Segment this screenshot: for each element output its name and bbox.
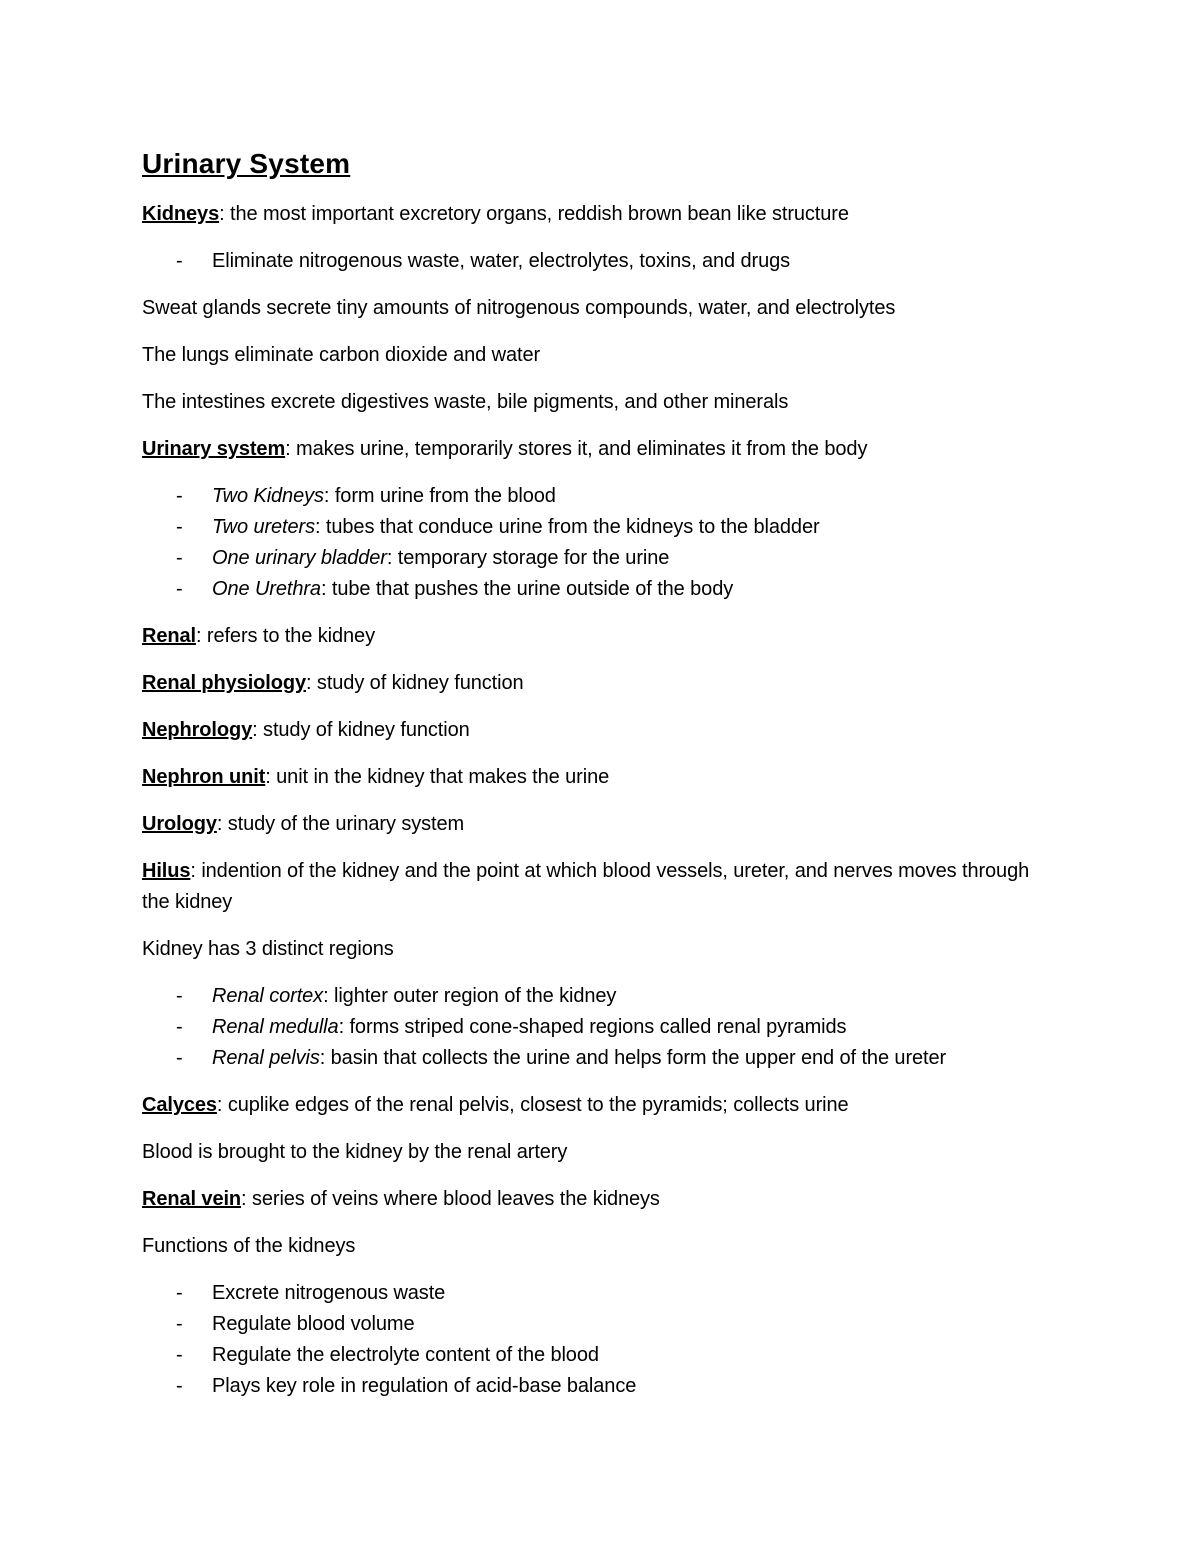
dash-bullet: - bbox=[176, 485, 183, 507]
list-item-term: One urinary bladder bbox=[212, 547, 387, 569]
dash-bullet: - bbox=[176, 250, 183, 272]
list-item-term: Renal medulla bbox=[212, 1016, 339, 1038]
dash-bullet: - bbox=[176, 1313, 183, 1335]
term-renal-vein: Renal vein bbox=[142, 1188, 242, 1210]
hilus-definition bbox=[142, 856, 1047, 918]
list-item bbox=[142, 512, 1047, 543]
list-item bbox=[142, 1043, 1047, 1074]
lungs-text: The lungs eliminate carbon dioxide and water bbox=[142, 344, 541, 366]
list-item-text: Regulate blood volume bbox=[212, 1313, 415, 1335]
list-item bbox=[142, 1371, 1047, 1402]
dash-bullet: - bbox=[176, 1282, 183, 1304]
list-item bbox=[142, 1309, 1047, 1340]
regions-intro: Kidney has 3 distinct regions bbox=[142, 938, 394, 960]
calyces-definition bbox=[142, 1090, 1047, 1121]
dash-bullet: - bbox=[176, 1344, 183, 1366]
list-item-term: Two Kidneys bbox=[212, 485, 324, 507]
definition-text: : unit in the kidney that makes the urine bbox=[265, 766, 610, 788]
definition-text: : study of the urinary system bbox=[216, 813, 465, 835]
list-item bbox=[142, 574, 1047, 605]
list-item-term: One Urethra bbox=[212, 578, 321, 600]
nephron-unit-definition bbox=[142, 762, 1047, 793]
functions-list bbox=[142, 1278, 1047, 1402]
dash-bullet: - bbox=[176, 547, 183, 569]
renal-definition bbox=[142, 621, 1047, 652]
page-title: Urinary System bbox=[142, 148, 351, 179]
urinary-system-definition bbox=[142, 434, 1047, 465]
list-item-text: : forms striped cone-shaped regions called renal pyramids bbox=[338, 1016, 847, 1038]
definition-text: : cuplike edges of the renal pelvis, closest to the pyramids; collects urine bbox=[216, 1094, 849, 1116]
term-urinary-system: Urinary system bbox=[142, 438, 286, 460]
urology-definition bbox=[142, 809, 1047, 840]
list-item-term: Renal pelvis bbox=[212, 1047, 320, 1069]
definition-text: : series of veins where blood leaves the kidneys bbox=[241, 1188, 660, 1210]
list-item-text: : temporary storage for the urine bbox=[386, 547, 670, 569]
list-item bbox=[142, 1012, 1047, 1043]
list-item bbox=[142, 1278, 1047, 1309]
renal-physiology-definition bbox=[142, 668, 1047, 699]
list-item-text: Eliminate nitrogenous waste, water, electrolytes, toxins, and drugs bbox=[212, 250, 791, 272]
dash-bullet: - bbox=[176, 985, 183, 1007]
list-item-text: : lighter outer region of the kidney bbox=[323, 985, 617, 1007]
list-item-text: : tubes that conduce urine from the kidneys to the bladder bbox=[315, 516, 820, 538]
list-item-text: : basin that collects the urine and helps form the upper end of the ureter bbox=[319, 1047, 947, 1069]
renal-vein-definition bbox=[142, 1184, 1047, 1215]
kidneys-definition bbox=[142, 199, 1047, 230]
dash-bullet: - bbox=[176, 516, 183, 538]
definition-text: : makes urine, temporarily stores it, and eliminates it from the body bbox=[285, 438, 868, 460]
definition-text: : indention of the kidney and the point at which blood vessels, ureter, and nerves moves through the kidney bbox=[142, 860, 1030, 913]
intestines-text: The intestines excrete digestives waste, bile pigments, and other minerals bbox=[142, 391, 789, 413]
kidneys-list bbox=[142, 246, 1047, 277]
list-item-text: : form urine from the blood bbox=[323, 485, 556, 507]
list-item bbox=[142, 1340, 1047, 1371]
term-urology: Urology bbox=[142, 813, 217, 835]
definition-text: : refers to the kidney bbox=[195, 625, 375, 647]
list-item-text: Plays key role in regulation of acid-base balance bbox=[212, 1375, 637, 1397]
dash-bullet: - bbox=[176, 578, 183, 600]
regions-list bbox=[142, 981, 1047, 1074]
definition-text: : the most important excretory organs, reddish brown bean like structure bbox=[219, 203, 849, 225]
functions-intro: Functions of the kidneys bbox=[142, 1235, 356, 1257]
nephrology-definition bbox=[142, 715, 1047, 746]
list-item bbox=[142, 543, 1047, 574]
list-item-term: Renal cortex bbox=[212, 985, 324, 1007]
list-item bbox=[142, 481, 1047, 512]
list-item-term: Two ureters bbox=[212, 516, 316, 538]
dash-bullet: - bbox=[176, 1375, 183, 1397]
urinary-system-list bbox=[142, 481, 1047, 605]
list-item bbox=[142, 981, 1047, 1012]
term-nephron-unit: Nephron unit bbox=[142, 766, 266, 788]
term-kidneys: Kidneys bbox=[142, 203, 220, 225]
sweat-glands-text: Sweat glands secrete tiny amounts of nitrogenous compounds, water, and electrolytes bbox=[142, 297, 896, 319]
term-hilus: Hilus bbox=[142, 860, 191, 882]
list-item-text: Regulate the electrolyte content of the blood bbox=[212, 1344, 599, 1366]
term-renal-physiology: Renal physiology bbox=[142, 672, 306, 694]
list-item-text: : tube that pushes the urine outside of the body bbox=[320, 578, 734, 600]
list-item-text: Excrete nitrogenous waste bbox=[212, 1282, 446, 1304]
dash-bullet: - bbox=[176, 1016, 183, 1038]
document-body bbox=[142, 146, 1047, 1418]
renal-artery-text: Blood is brought to the kidney by the renal artery bbox=[142, 1141, 568, 1163]
term-calyces: Calyces bbox=[142, 1094, 217, 1116]
definition-text: : study of kidney function bbox=[306, 672, 524, 694]
term-renal: Renal bbox=[142, 625, 196, 647]
dash-bullet: - bbox=[176, 1047, 183, 1069]
term-nephrology: Nephrology bbox=[142, 719, 253, 741]
list-item bbox=[142, 246, 1047, 277]
definition-text: : study of kidney function bbox=[252, 719, 470, 741]
